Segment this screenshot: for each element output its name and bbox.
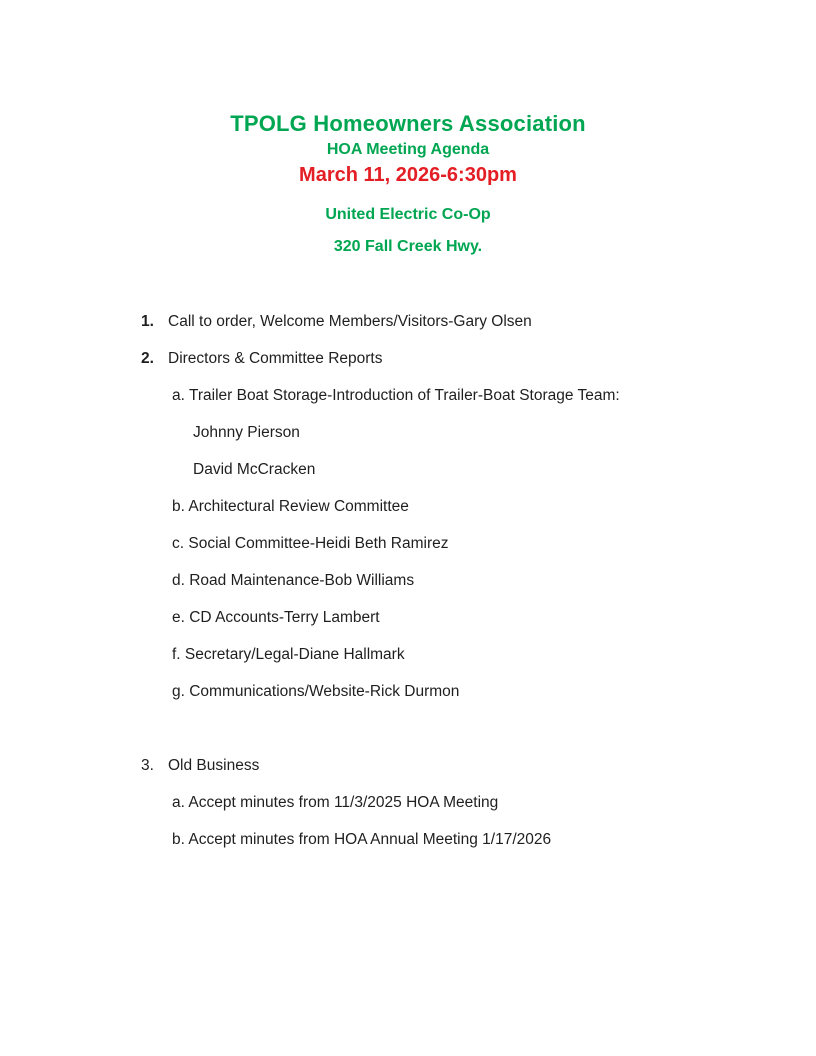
agenda-item-2e: e. CD Accounts-Terry Lambert <box>172 609 380 626</box>
blank-line <box>0 710 816 747</box>
agenda-item-2a-name-1: Johnny Pierson <box>193 424 300 441</box>
meeting-venue: United Electric Co-Op <box>325 206 491 223</box>
agenda-item-3b: b. Accept minutes from HOA Annual Meeting 1/17/2026 <box>172 831 552 848</box>
agenda-item-3-number: 3. <box>141 757 154 774</box>
agenda-item-2c: c. Social Committee-Heidi Beth Ramirez <box>172 535 449 552</box>
agenda-item-2d: d. Road Maintenance-Bob Williams <box>172 572 415 589</box>
agenda-item-3 <box>0 747 816 784</box>
agenda-item-2a: a. Trailer Boat Storage-Introduction of Trailer-Boat Storage Team: <box>172 387 620 404</box>
agenda-list <box>0 303 816 858</box>
agenda-item-1-number: 1. <box>141 313 154 330</box>
agenda-item-1 <box>0 303 816 340</box>
page-title: TPOLG Homeowners Association <box>230 111 586 136</box>
agenda-item-3-text: Old Business <box>168 757 260 774</box>
agenda-item-2-text: Directors & Committee Reports <box>168 350 383 367</box>
agenda-item-2g: g. Communications/Website-Rick Durmon <box>172 683 460 700</box>
agenda-item-2f: f. Secretary/Legal-Diane Hallmark <box>172 646 405 663</box>
agenda-item-2-number: 2. <box>141 350 154 367</box>
agenda-item-2b: b. Architectural Review Committee <box>172 498 409 515</box>
meeting-address: 320 Fall Creek Hwy. <box>333 238 483 255</box>
agenda-item-2 <box>0 340 816 377</box>
meeting-datetime: March 11, 2026-6:30pm <box>299 164 517 186</box>
document-header <box>0 0 816 257</box>
agenda-item-2a-name-2: David McCracken <box>193 461 316 478</box>
agenda-item-3a: a. Accept minutes from 11/3/2025 HOA Meeting <box>172 794 499 811</box>
agenda-item-1-text: Call to order, Welcome Members/Visitors-Gary Olsen <box>168 313 532 330</box>
page-subtitle: HOA Meeting Agenda <box>326 141 490 158</box>
